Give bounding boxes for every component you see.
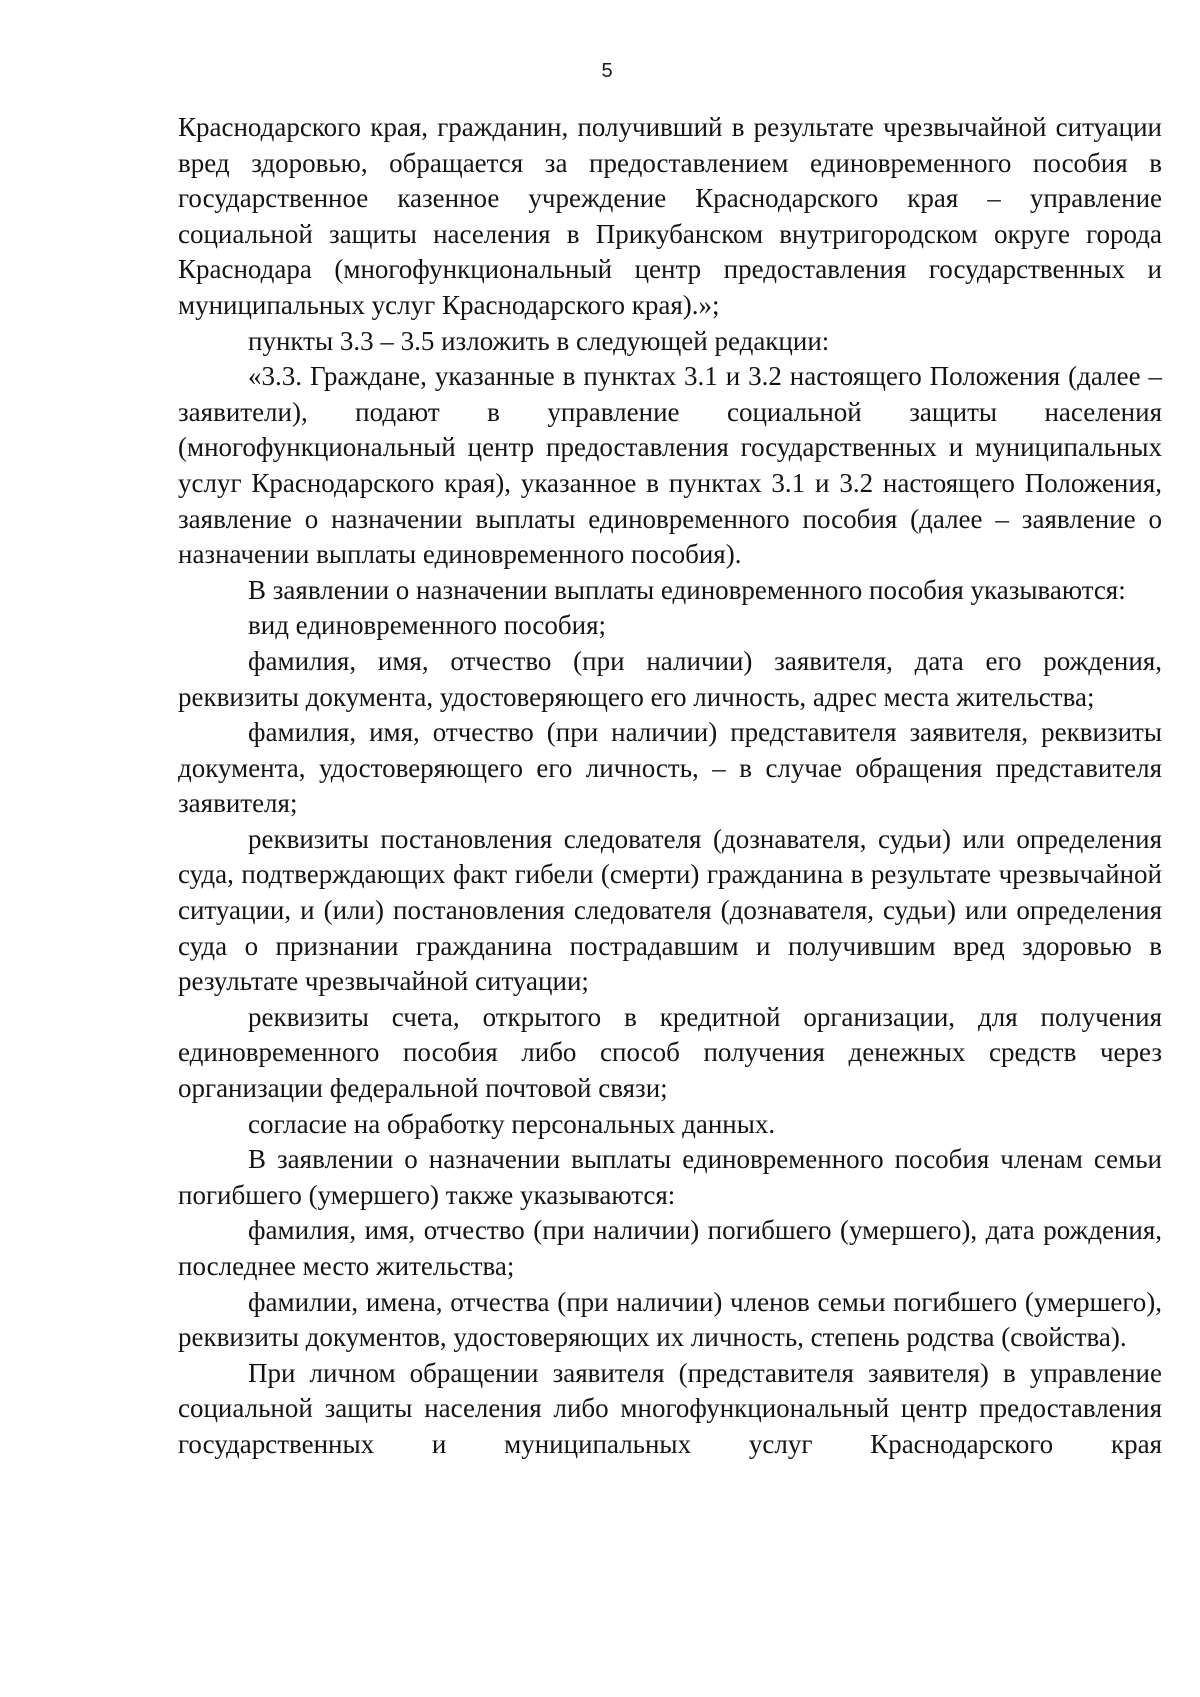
paragraph-application-contents-intro: В заявлении о назначении выплаты единовременного пособия указываются: (248, 574, 1126, 605)
list-item-bank-account: реквизиты счета, открытого в кредитной организации, для получения единовременного пособия либо способ получения денежных средств через организации федеральной почтовой связи; (178, 1001, 1162, 1104)
page-number: 5 (601, 60, 613, 82)
list-item-family-members-details: фамилии, имена, отчества (при наличии) членов семьи погибшего (умершего), реквизиты документов, удостоверяющих их личность, степень родства (свойства). (178, 1286, 1162, 1353)
list-item-benefit-type: вид единовременного пособия; (248, 610, 607, 641)
list-item-data-consent: согласие на обработку персональных данных. (248, 1108, 776, 1139)
list-item-applicant-details: фамилия, имя, отчество (при наличии) заявителя, дата его рождения, реквизиты документа, удостоверяющего его личность, адрес места жительства; (178, 645, 1162, 712)
paragraph-personal-appeal: При личном обращении заявителя (представителя заявителя) в управление социальной защиты населения либо многофункциональный центр предоставления государственных и муниципальных услуг Краснодарского края (178, 1357, 1162, 1459)
list-item-deceased-details: фамилия, имя, отчество (при наличии) погибшего (умершего), дата рождения, последнее место жительства; (178, 1215, 1162, 1281)
paragraph-continuation: Краснодарского края, гражданин, получивший в результате чрезвычайной ситуации вред здоровью, обращается за предоставлением единовременного пособия в государственное казенное учреждение Краснодарского края – управление социальной защиты населения в Прикубанском внутригородском округе города Краснодара (многофункциональный центр предоставления государственных и муниципальных услуг Краснодарского края).»; (178, 112, 1162, 320)
list-item-representative-details: фамилия, имя, отчество (при наличии) представителя заявителя, реквизиты документа, удостоверяющего его личность, – в случае обращения представителя заявителя; (178, 717, 1162, 819)
paragraph-amendment-instruction: пункты 3.3 – 3.5 изложить в следующей редакции: (248, 325, 830, 356)
paragraph-family-members-intro: В заявлении о назначении выплаты единовременного пособия членам семьи погибшего (умершего) также указываются: (178, 1144, 1162, 1210)
document-body (178, 110, 1162, 1463)
list-item-investigator-resolution: реквизиты постановления следователя (дознавателя, судьи) или определения суда, подтверждающих факт гибели (смерти) гражданина в результате чрезвычайной ситуации, и (или) постановления следователя (дознавателя, судьи) или определения суда о признании гражданина пострадавшим и получившим вред здоровью в результате чрезвычайной ситуации; (178, 823, 1162, 997)
paragraph-clause-3-3: «3.3. Граждане, указанные в пунктах 3.1 и 3.2 настоящего Положения (далее – заявители), подают в управление социальной защиты населения (многофункциональный центр предоставления государственных и муниципальных услуг Краснодарского края), указанное в пунктах 3.1 и 3.2 настоящего Положения, заявление о назначении выплаты единовременного пособия (далее – заявление о назначении выплаты единовременного пособия). (178, 361, 1162, 570)
